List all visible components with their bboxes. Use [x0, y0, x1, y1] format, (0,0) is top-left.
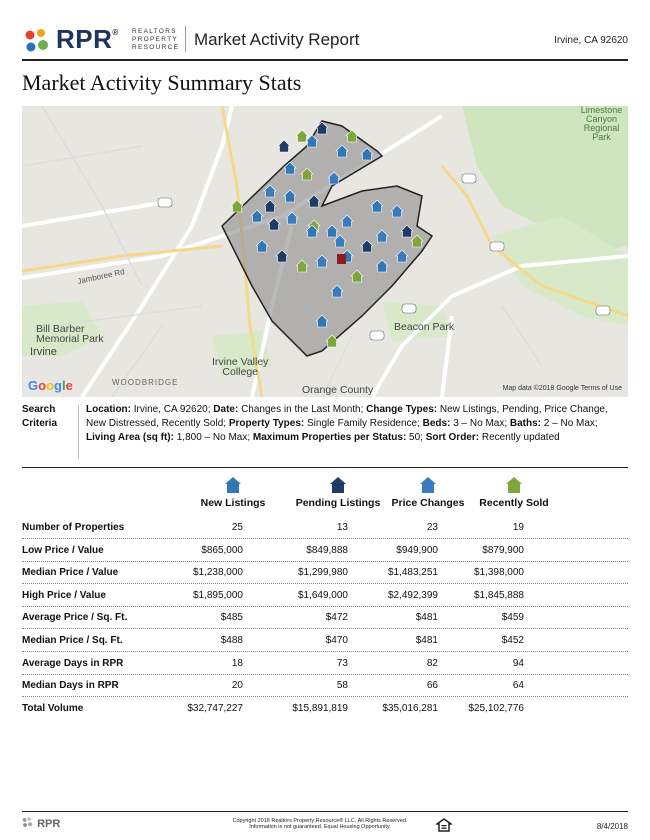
map-canvas	[22, 106, 628, 397]
rpr-logo	[22, 24, 192, 56]
footer-date: 8/4/2018	[596, 822, 628, 831]
table-cell: $1,895,000	[192, 589, 243, 601]
criteria-value: Changes in the Last Month;	[238, 404, 367, 415]
criteria-value: 1,800 – No Max;	[173, 432, 253, 443]
property-pin-icon[interactable]	[337, 254, 346, 264]
table-cell: 58	[336, 680, 348, 692]
criteria-value: New Listings, Pending, Price Change, New Distressed, Recently Sold;	[86, 404, 608, 429]
table-cell: $485	[220, 612, 243, 624]
row-label: Average Days in RPR	[22, 657, 124, 669]
rpr-logo-icon	[24, 28, 52, 54]
table-cell: $1,649,000	[297, 589, 348, 601]
table-cell: $1,845,888	[473, 589, 524, 601]
table-cell: 66	[426, 680, 438, 692]
map-label-beacon-park: Beacon Park	[394, 321, 455, 333]
table-cell: $472	[325, 612, 348, 624]
table-cell: $25,102,776	[468, 702, 524, 714]
equal-housing-icon	[436, 818, 452, 832]
table-cell: $1,398,000	[473, 567, 524, 579]
table-cell: 13	[336, 522, 348, 533]
column-header-label: Price Changes	[391, 497, 465, 509]
table-row	[22, 653, 628, 675]
table-cell: $481	[415, 612, 438, 624]
map-copyright[interactable]: Map data ©2018 Google Terms of Use	[502, 385, 622, 392]
google-logo: Google	[28, 378, 73, 393]
table-cell: $2,492,399	[387, 589, 438, 601]
table-cell: $849,888	[306, 544, 348, 556]
table-cell: 25	[231, 522, 243, 533]
table-cell: $949,900	[396, 544, 438, 556]
table-cell: $452	[501, 635, 524, 646]
table-cell: $481	[415, 635, 438, 646]
criteria-value: Single Family Residence;	[304, 418, 423, 429]
table-cell: 94	[512, 657, 524, 669]
property-pin-icon[interactable]	[278, 140, 290, 152]
property-pin-icon[interactable]	[296, 130, 308, 142]
criteria-value: Irvine, CA 92620;	[131, 404, 214, 415]
house-icon-price-change	[419, 476, 437, 494]
table-cell: $32,747,227	[187, 702, 243, 714]
table-cell: $879,900	[482, 544, 524, 556]
row-label: Total Volume	[22, 702, 84, 714]
footer-logo-icon	[22, 817, 34, 828]
report-location: Irvine, CA 92620	[554, 35, 628, 46]
criteria-text	[86, 403, 626, 445]
column-header-label: New Listings	[200, 497, 266, 509]
row-label: Median Price / Sq. Ft.	[22, 635, 123, 646]
table-row	[22, 607, 628, 629]
column-header-label: Recently Sold	[479, 497, 549, 509]
table-cell: 18	[231, 657, 243, 669]
table-cell: 20	[231, 680, 243, 692]
brand-org: REALTORS PROPERTY RESOURCE	[132, 28, 180, 51]
row-label: Median Days in RPR	[22, 680, 119, 692]
criteria-value: Recently updated	[479, 432, 560, 443]
house-icon-new-listing	[224, 476, 242, 494]
table-row	[22, 562, 628, 584]
criteria-key: Living Area (sq ft):	[86, 432, 174, 443]
search-criteria	[22, 403, 628, 461]
property-pin-icon[interactable]	[231, 200, 243, 212]
brand-name: RPR®	[56, 24, 119, 54]
table-cell: $865,000	[201, 544, 243, 556]
map-label-limestone: Limestone Canyon Regional Park	[580, 106, 623, 142]
table-cell: $1,238,000	[192, 567, 243, 579]
report-title: Market Activity Report	[194, 30, 360, 49]
table-cell: $470	[325, 635, 348, 646]
house-icon-pending	[329, 476, 347, 494]
row-label: High Price / Value	[22, 589, 106, 601]
row-label: Number of Properties	[22, 522, 125, 533]
criteria-key: Property Types:	[228, 418, 305, 429]
map-label-jamboree: Jamboree Rd	[76, 267, 126, 286]
footer-copyright: Copyright 2018 Realtors Property Resource® LLC. All Rights Reserved. Information is not guaranteed. Equal Housing Opportunity.	[232, 818, 408, 830]
table-cell: $1,299,980	[297, 567, 348, 579]
table-row	[22, 517, 628, 539]
criteria-rule	[22, 467, 628, 468]
header-divider	[185, 26, 186, 52]
column-header-label: Pending Listings	[295, 497, 381, 509]
market-map[interactable]	[22, 106, 628, 397]
table-row	[22, 585, 628, 607]
table-cell: 19	[512, 522, 524, 533]
criteria-key: Beds:	[422, 418, 451, 429]
criteria-key: Baths:	[509, 418, 542, 429]
criteria-key: Date:	[213, 404, 239, 415]
map-label-woodbridge: WOODBRIDGE	[112, 378, 179, 387]
house-icon-recently-sold	[505, 476, 523, 494]
map-label-irvine: Irvine	[30, 346, 57, 358]
table-cell: $35,016,281	[382, 702, 438, 714]
table-row	[22, 630, 628, 652]
table-cell: $15,891,819	[292, 702, 348, 714]
criteria-value: 50;	[406, 432, 426, 443]
criteria-divider	[78, 405, 79, 459]
criteria-label: Search Criteria	[22, 404, 58, 429]
criteria-key: Maximum Properties per Status:	[252, 432, 407, 443]
criteria-value: 2 – No Max;	[541, 418, 598, 429]
column-header	[173, 472, 293, 509]
table-cell: 64	[512, 680, 524, 692]
section-title: Market Activity Summary Stats	[22, 70, 302, 95]
criteria-value: 3 – No Max;	[450, 418, 510, 429]
header-rule	[22, 59, 628, 61]
table-cell: $1,483,251	[387, 567, 438, 579]
table-row	[22, 675, 628, 697]
map-label-orange-county: Orange County	[302, 384, 374, 396]
table-cell: 73	[336, 657, 348, 669]
table-row	[22, 540, 628, 562]
map-label-irvine-valley: Irvine Valley College	[212, 356, 269, 378]
table-cell: 23	[426, 522, 438, 533]
table-cell: 82	[426, 657, 438, 669]
footer-logo: RPR	[22, 817, 60, 830]
criteria-key: Sort Order:	[425, 432, 480, 443]
row-label: Average Price / Sq. Ft.	[22, 612, 128, 624]
map-label-bill-barber: Bill Barber Memorial Park	[36, 323, 104, 345]
table-row	[22, 698, 628, 720]
footer-rule	[22, 811, 628, 812]
column-header	[454, 472, 574, 509]
table-cell: $459	[501, 612, 524, 624]
criteria-key: Location:	[86, 404, 131, 415]
criteria-key: Change Types:	[366, 404, 438, 415]
table-cell: $488	[220, 635, 243, 646]
row-label: Low Price / Value	[22, 544, 104, 556]
row-label: Median Price / Value	[22, 567, 119, 579]
